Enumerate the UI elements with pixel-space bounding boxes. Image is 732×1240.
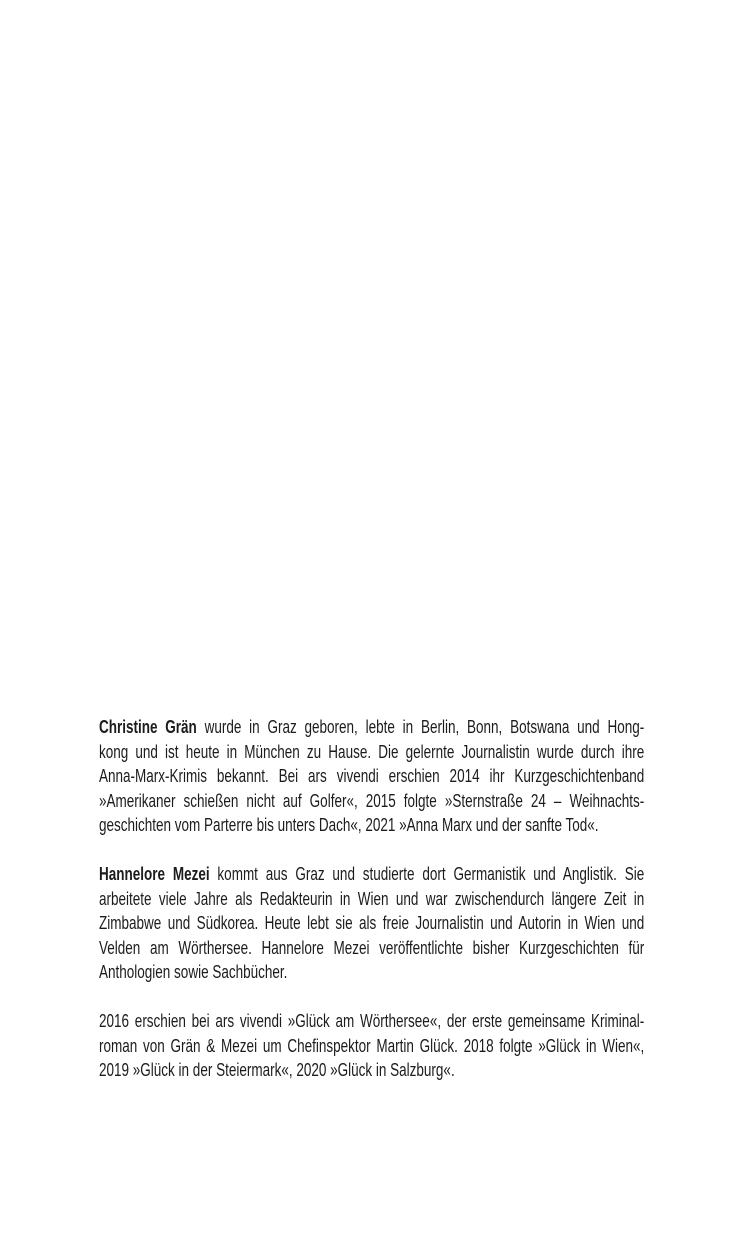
bio-line: Velden am Wörthersee. Hannelore Mezei veröffentlichte bisher Kurzgeschichten für: [99, 937, 645, 958]
bio-line: Anna-Marx-Krimis bekannt. Bei ars vivendi erschien 2014 ihr Kurzgeschichtenband: [99, 766, 645, 786]
bio-line: [99, 1009, 644, 1034]
author-name-christine-graen: Christine Grän: [99, 717, 197, 737]
bio-paragraph-hannelore-mezei: [99, 862, 644, 985]
bio-line-text: kommt aus Graz und studierte dort Germanistik und Anglistik. Sie: [209, 864, 645, 884]
bio-line: »Amerikaner schießen nicht auf Golfer«, 2015 folgte »Sternstraße 24 – Weihnachts-: [99, 790, 645, 811]
bio-line: Anthologien sowie Sachbücher.: [99, 962, 288, 982]
author-name-hannelore-mezei: Hannelore Mezei: [99, 864, 210, 884]
bio-paragraph-christine-graen: [99, 715, 644, 838]
bio-paragraph-joint-books: [99, 1009, 644, 1083]
bio-line: roman von Grän & Mezei um Chefinspektor Martin Glück. 2018 folgte »Glück in Wien«,: [99, 1035, 645, 1056]
bio-line: arbeitete viele Jahre als Redakteurin in Wien und war zwischendurch längere Zeit in: [99, 888, 645, 909]
bio-line: geschichten vom Parterre bis unters Dach«, 2021 »Anna Marx und der sanfte Tod«.: [99, 815, 599, 835]
bio-line: 2019 »Glück in der Steiermark«, 2020 »Glück in Salzburg«.: [99, 1060, 455, 1080]
bio-line-text: 2016 erschien bei ars vivendi »Glück am Wörthersee«, der erste gemeinsame Kriminal-: [99, 1011, 645, 1031]
bio-line: kong und ist heute in München zu Hause. Die gelernte Journalistin wurde durch ihre: [99, 741, 645, 762]
bio-line-text: wurde in Graz geboren, lebte in Berlin, Bonn, Botswana und Hong-: [196, 717, 645, 737]
bio-line: [99, 715, 644, 740]
bio-line: Zimbabwe und Südkorea. Heute lebt sie als freie Journalistin und Autorin in Wien und: [99, 913, 645, 933]
author-bios: [99, 715, 644, 1083]
bio-line: [99, 862, 644, 887]
